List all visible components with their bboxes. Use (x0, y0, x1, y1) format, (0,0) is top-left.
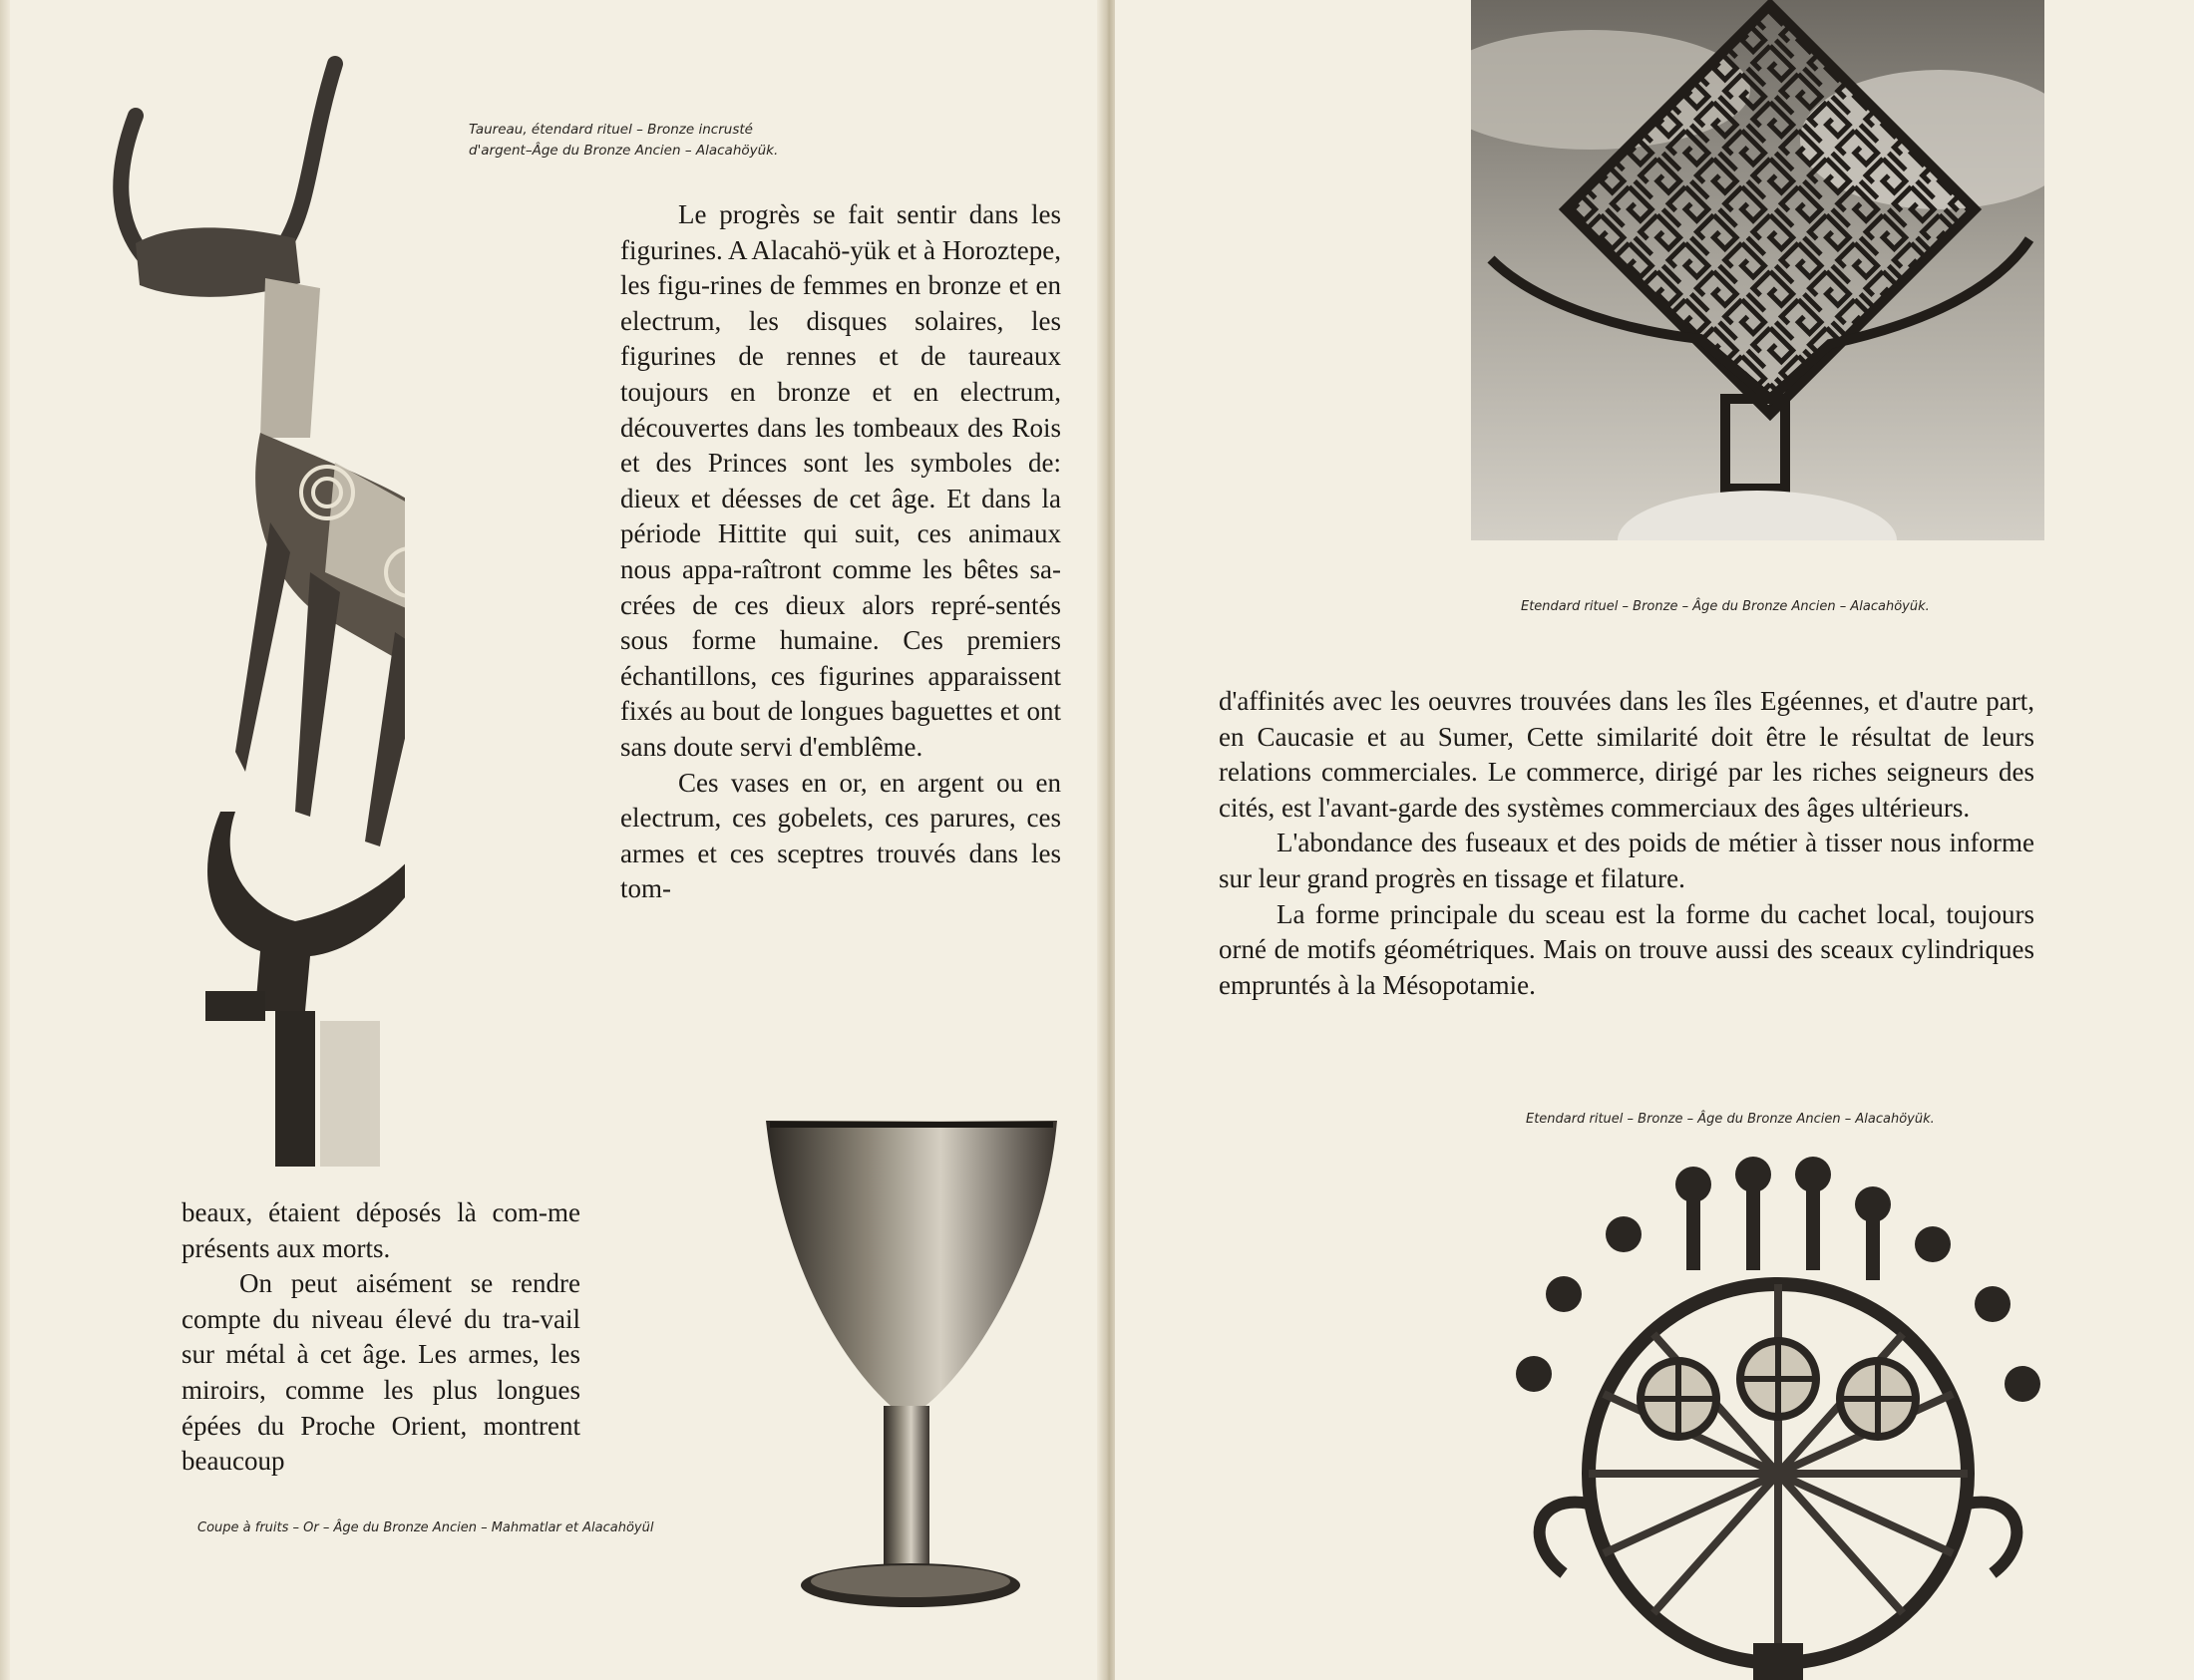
paragraph: La forme principale du sceau est la forme du cachet local, toujours orné de motifs géométriques. Mais on trouve aussi des sceaux cylindriques empruntés à la Mésopotamie. (1219, 898, 2034, 1000)
left-column-text (620, 197, 1061, 907)
paragraph: L'abondance des fuseaux et des poids de métier à tisser nous informe sur leur grand progrès en tissage et filature. (1219, 828, 2034, 893)
paragraph: Le progrès se fait sentir dans les figurines. A Alacahö-yük et à Horoztepe, les figu-rines de femmes en bronze et en electrum, les disques solaires, les figurines de rennes et de taureaux toujours en bronze et en electrum, découvertes dans les tombeaux des Rois et des Princes sont les symboles de: dieux et déesses de cet âge. Et dans la période Hittite qui suit, ces animaux nous appa-raîtront comme les bêtes sa-crées de ces dieux alors repré-sentés sous forme humaine. Ces premiers échantillons, ces figurines apparaissent fixés au bout de longues baguettes et ont sans doute servi d'emblême. (620, 199, 1061, 762)
gold-fruit-cup-photo (766, 1117, 1057, 1615)
cup-caption: Coupe à fruits – Or – Âge du Bronze Ancien – Mahmatlar et Alacahöyül (197, 1520, 654, 1535)
sun-disc-standard-photo (1504, 1145, 2062, 1680)
left-lower-text (182, 1195, 580, 1480)
bull-caption (469, 120, 868, 162)
paragraph: d'affinités avec les oeuvres trouvées dans les îles Egéennes, et d'autre part, en Caucasie et au Sumer, Cette similarité doit être le résultat de leurs relations commerciales. Le commerce, dirigé par les riches seigneurs des cités, est l'avant-garde des systèmes commerciaux des âges ultérieurs. (1219, 686, 2034, 823)
bull-standard-photo (96, 54, 405, 1167)
right-column-text (1219, 684, 2034, 1003)
lattice-standard-photo (1471, 0, 2044, 540)
bull-caption-line-1: Taureau, étendard rituel – Bronze incrusté (469, 122, 753, 138)
paragraph: beaux, étaient déposés là com-me présents aux morts. (182, 1197, 580, 1263)
paragraph: On peut aisément se rendre compte du niveau élevé du tra-vail sur métal à cet âge. Les armes, les miroirs, comme les plus longues épées du Proche Orient, montrent beaucoup (182, 1268, 580, 1477)
lattice-caption: Etendard rituel – Bronze – Âge du Bronze Ancien – Alacahöyük. (1521, 599, 1930, 614)
bull-caption-line-2: d'argent–Âge du Bronze Ancien – Alacahöyük. (469, 143, 779, 159)
sun-disc-caption: Etendard rituel – Bronze – Âge du Bronze Ancien – Alacahöyük. (1526, 1112, 1935, 1127)
page-edge (0, 0, 10, 1680)
right-page (1115, 0, 2194, 1680)
paragraph: Ces vases en or, en argent ou en electrum, ces gobelets, ces parures, ces armes et ces sceptres trouvés dans les tom- (620, 767, 1061, 904)
